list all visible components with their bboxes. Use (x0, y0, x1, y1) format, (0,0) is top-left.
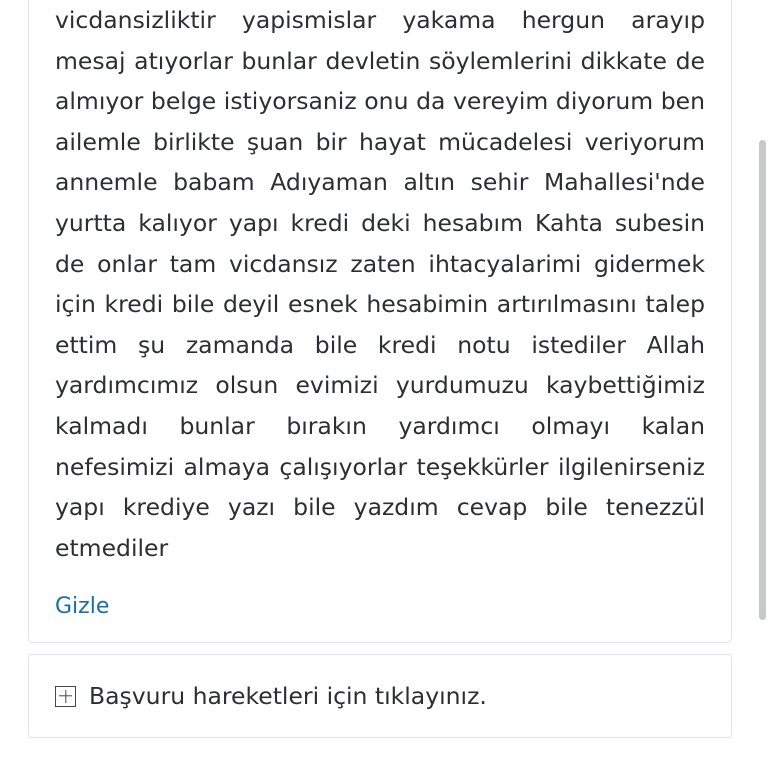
application-actions-label: Başvuru hareketleri için tıklayınız. (89, 682, 487, 710)
page-scrollbar-thumb[interactable] (759, 140, 766, 620)
hide-link[interactable]: Gizle (55, 594, 110, 620)
application-actions-card[interactable] (28, 654, 732, 738)
complaint-card (28, 0, 732, 643)
complaint-body-text: vicdansizliktir yapismislar yakama hergun arayıp mesaj atıyorlar bunlar devletin söylemlerini dikkate de almıyor belge istiyorsaniz onu da vereyim diyorum ben ailemle birlikte şuan bir hayat mücadelesi veriyorum annemle babam Adıyaman altın sehir Mahallesi'nde yurtta kalıyor yapı kredi deki hesabım Kahta subesin de onlar tam vicdansız zaten ihtacyalarimi gidermek için kredi bile deyil esnek hesabimin artırılmasını talep ettim şu zamanda bile kredi notu istediler Allah yardımcımız olsun evimizi yurdumuzu kaybettiğimiz kalmadı bunlar bırakın yardımcı olmayı kalan nefesimizi almaya çalışıyorlar teşekkürler ilgilenirseniz yapı krediye yazı bile yazdım cevap bile tenezzül etmediler (55, 6, 705, 562)
plus-square-icon[interactable] (55, 686, 76, 707)
page-scrollbar-track[interactable] (757, 0, 768, 768)
